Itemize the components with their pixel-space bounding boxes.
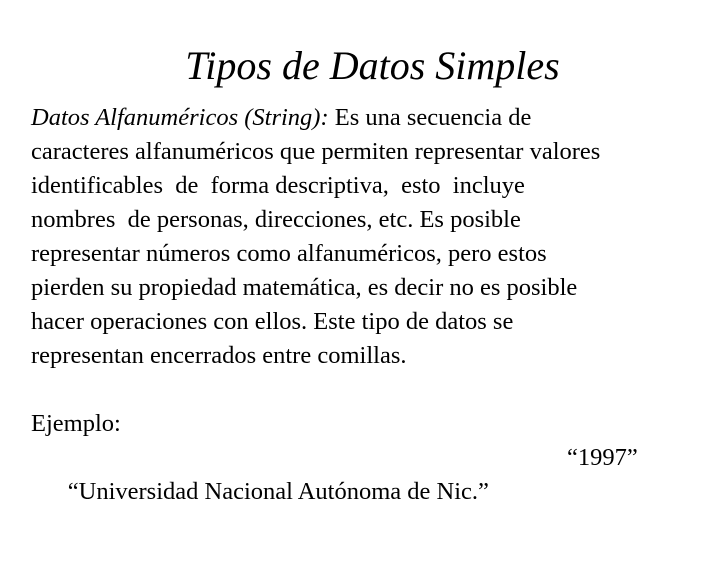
example-label: Ejemplo: <box>31 410 121 437</box>
paragraph-spacer <box>31 373 711 407</box>
definition-line-3: identificables de forma descriptiva, esto incluye <box>31 172 525 199</box>
definition-line-5: representar números como alfanuméricos, pero estos <box>31 240 547 267</box>
definition-line-7: hacer operaciones con ellos. Este tipo de datos se <box>31 308 514 335</box>
definition-line-8: representan encerrados entre comillas. <box>31 342 407 369</box>
example-value-string: “Universidad Nacional Autónoma de Nic.” <box>67 478 489 505</box>
definition-line-1: Es una secuencia de <box>328 104 532 131</box>
example-values-row <box>31 441 711 505</box>
definition-first-line <box>31 101 711 135</box>
definition-line-2: caracteres alfanuméricos que permiten representar valores <box>31 138 601 165</box>
slide-title: Tipos de Datos Simples <box>185 43 560 88</box>
definition-term: Datos Alfanuméricos (String): <box>31 104 329 131</box>
definition-line-6: pierden su propiedad matemática, es decir no es posible <box>31 274 578 301</box>
slide-body <box>31 101 711 505</box>
definition-line-4: nombres de personas, direcciones, etc. Es posible <box>31 206 521 233</box>
example-value-number-string: “1997” <box>567 444 638 471</box>
